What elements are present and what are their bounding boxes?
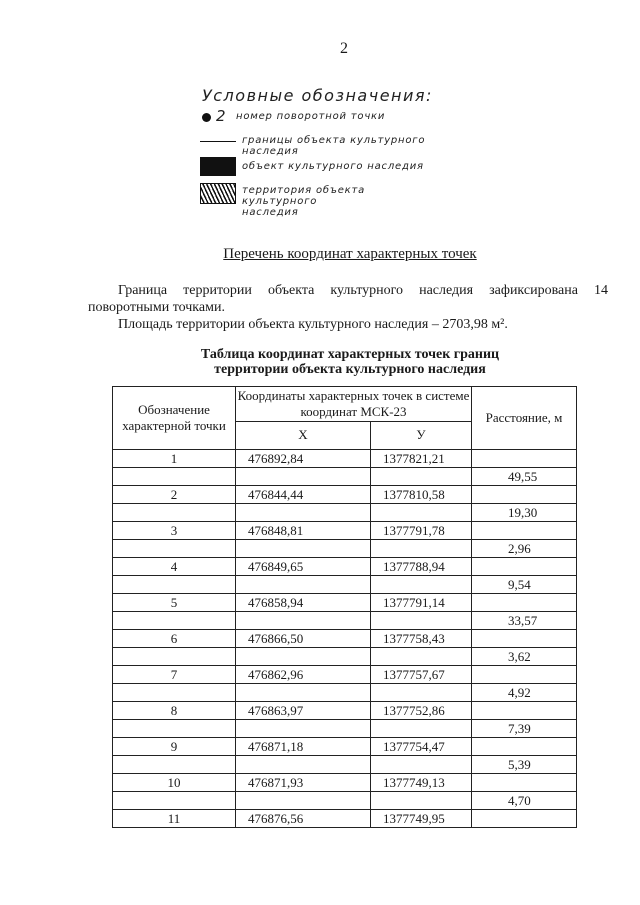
coord-y: 1377791,78 <box>371 522 472 540</box>
coord-x-spacer <box>236 792 371 810</box>
distance-empty <box>472 738 577 756</box>
table-row <box>113 558 577 576</box>
coord-y-spacer <box>371 468 472 486</box>
distance-empty <box>472 702 577 720</box>
distance-value: 2,96 <box>472 540 577 558</box>
point-number: 3 <box>113 522 236 540</box>
legend-title: Условные обозначения: <box>202 86 433 105</box>
distance-empty <box>472 774 577 792</box>
coord-y-spacer <box>371 504 472 522</box>
distance-empty <box>472 810 577 828</box>
coord-y-spacer <box>371 720 472 738</box>
point-number: 5 <box>113 594 236 612</box>
coord-x: 476849,65 <box>236 558 371 576</box>
legend-point-text: номер поворотной точки <box>236 111 386 122</box>
legend <box>200 86 433 218</box>
coord-y: 1377749,95 <box>371 810 472 828</box>
page-number: 2 <box>340 40 348 57</box>
coord-y: 1377788,94 <box>371 558 472 576</box>
table-title: Таблица координат характерных точек границ территории объекта культурного наследия <box>200 347 500 377</box>
coord-x-spacer <box>236 720 371 738</box>
header-point: Обозначение характерной точки <box>113 387 236 450</box>
coord-x: 476892,84 <box>236 450 371 468</box>
coord-x: 476863,97 <box>236 702 371 720</box>
coord-x: 476862,96 <box>236 666 371 684</box>
coord-x-spacer <box>236 612 371 630</box>
object-fill-icon <box>200 157 236 176</box>
table-row <box>113 450 577 468</box>
point-number-sample: 2 <box>216 107 227 125</box>
table-row-distance <box>113 468 577 486</box>
table-row-distance <box>113 792 577 810</box>
distance-empty <box>472 558 577 576</box>
coord-x-spacer <box>236 576 371 594</box>
coord-y-spacer <box>371 612 472 630</box>
coord-x: 476844,44 <box>236 486 371 504</box>
coord-y-spacer <box>371 684 472 702</box>
paragraph-area: Площадь территории объекта культурного наследия – 2703,98 м². <box>118 317 508 332</box>
table-row <box>113 738 577 756</box>
point-number: 11 <box>113 810 236 828</box>
legend-object-text: объект культурного наследия <box>242 161 424 172</box>
legend-territory-text: территория объекта культурного наследия <box>242 185 366 218</box>
coord-x-spacer <box>236 468 371 486</box>
coord-y: 1377821,21 <box>371 450 472 468</box>
coord-x-spacer <box>236 540 371 558</box>
table-row-distance <box>113 648 577 666</box>
point-spacer <box>113 540 236 558</box>
table-row-distance <box>113 612 577 630</box>
point-spacer <box>113 648 236 666</box>
coord-x: 476848,81 <box>236 522 371 540</box>
coord-y-spacer <box>371 576 472 594</box>
point-dot-icon <box>202 113 211 122</box>
point-number: 2 <box>113 486 236 504</box>
table-row <box>113 666 577 684</box>
table-row <box>113 594 577 612</box>
table-row-distance <box>113 756 577 774</box>
header-distance: Расстояние, м <box>472 387 577 450</box>
distance-empty <box>472 486 577 504</box>
distance-empty <box>472 450 577 468</box>
header-x: X <box>236 421 371 449</box>
coord-y: 1377758,43 <box>371 630 472 648</box>
distance-value: 7,39 <box>472 720 577 738</box>
header-coords: Координаты характерных точек в системе координат МСК-23 <box>236 387 472 422</box>
point-spacer <box>113 792 236 810</box>
point-number: 4 <box>113 558 236 576</box>
coord-x: 476871,18 <box>236 738 371 756</box>
table-row-distance <box>113 720 577 738</box>
coord-x-spacer <box>236 684 371 702</box>
coord-y: 1377754,47 <box>371 738 472 756</box>
coord-x-spacer <box>236 504 371 522</box>
section-title: Перечень координат характерных точек <box>223 246 477 262</box>
legend-line-row <box>200 133 433 157</box>
point-number: 10 <box>113 774 236 792</box>
table-body <box>113 450 577 828</box>
boundary-line-icon <box>200 141 236 142</box>
coord-x-spacer <box>236 756 371 774</box>
coord-y-spacer <box>371 792 472 810</box>
header-y: У <box>371 421 472 449</box>
point-number: 8 <box>113 702 236 720</box>
point-number: 1 <box>113 450 236 468</box>
point-number: 9 <box>113 738 236 756</box>
table-row <box>113 522 577 540</box>
distance-value: 9,54 <box>472 576 577 594</box>
table-row-distance <box>113 576 577 594</box>
distance-empty <box>472 522 577 540</box>
coord-y: 1377749,13 <box>371 774 472 792</box>
coord-x: 476858,94 <box>236 594 371 612</box>
coord-x: 476866,50 <box>236 630 371 648</box>
coord-y: 1377757,67 <box>371 666 472 684</box>
coord-y-spacer <box>371 648 472 666</box>
distance-value: 5,39 <box>472 756 577 774</box>
legend-territory-row <box>200 183 433 218</box>
point-spacer <box>113 612 236 630</box>
coord-x: 476871,93 <box>236 774 371 792</box>
distance-value: 33,57 <box>472 612 577 630</box>
distance-empty <box>472 630 577 648</box>
point-spacer <box>113 504 236 522</box>
distance-value: 4,92 <box>472 684 577 702</box>
point-spacer <box>113 684 236 702</box>
point-number: 6 <box>113 630 236 648</box>
table-row <box>113 810 577 828</box>
table-row <box>113 774 577 792</box>
point-number: 7 <box>113 666 236 684</box>
point-spacer <box>113 576 236 594</box>
coord-y-spacer <box>371 540 472 558</box>
coord-y: 1377810,58 <box>371 486 472 504</box>
table-row-distance <box>113 504 577 522</box>
distance-empty <box>472 594 577 612</box>
coord-y: 1377752,86 <box>371 702 472 720</box>
table-row-distance <box>113 684 577 702</box>
table-row-distance <box>113 540 577 558</box>
coord-x: 476876,56 <box>236 810 371 828</box>
legend-object-row <box>200 157 433 179</box>
legend-point-row <box>200 109 433 129</box>
coord-y-spacer <box>371 756 472 774</box>
distance-empty <box>472 666 577 684</box>
table-row <box>113 702 577 720</box>
table-row <box>113 486 577 504</box>
point-spacer <box>113 720 236 738</box>
point-spacer <box>113 756 236 774</box>
legend-line-text: границы объекта культурного наследия <box>242 135 426 157</box>
coord-y: 1377791,14 <box>371 594 472 612</box>
coordinates-table <box>112 386 577 828</box>
distance-value: 49,55 <box>472 468 577 486</box>
coord-x-spacer <box>236 648 371 666</box>
territory-hatch-icon <box>200 183 236 204</box>
distance-value: 19,30 <box>472 504 577 522</box>
distance-value: 4,70 <box>472 792 577 810</box>
paragraph-points: Граница территории объекта культурного наследия зафиксирована 14 поворотными точками. <box>88 283 608 315</box>
distance-value: 3,62 <box>472 648 577 666</box>
point-spacer <box>113 468 236 486</box>
table-row <box>113 630 577 648</box>
